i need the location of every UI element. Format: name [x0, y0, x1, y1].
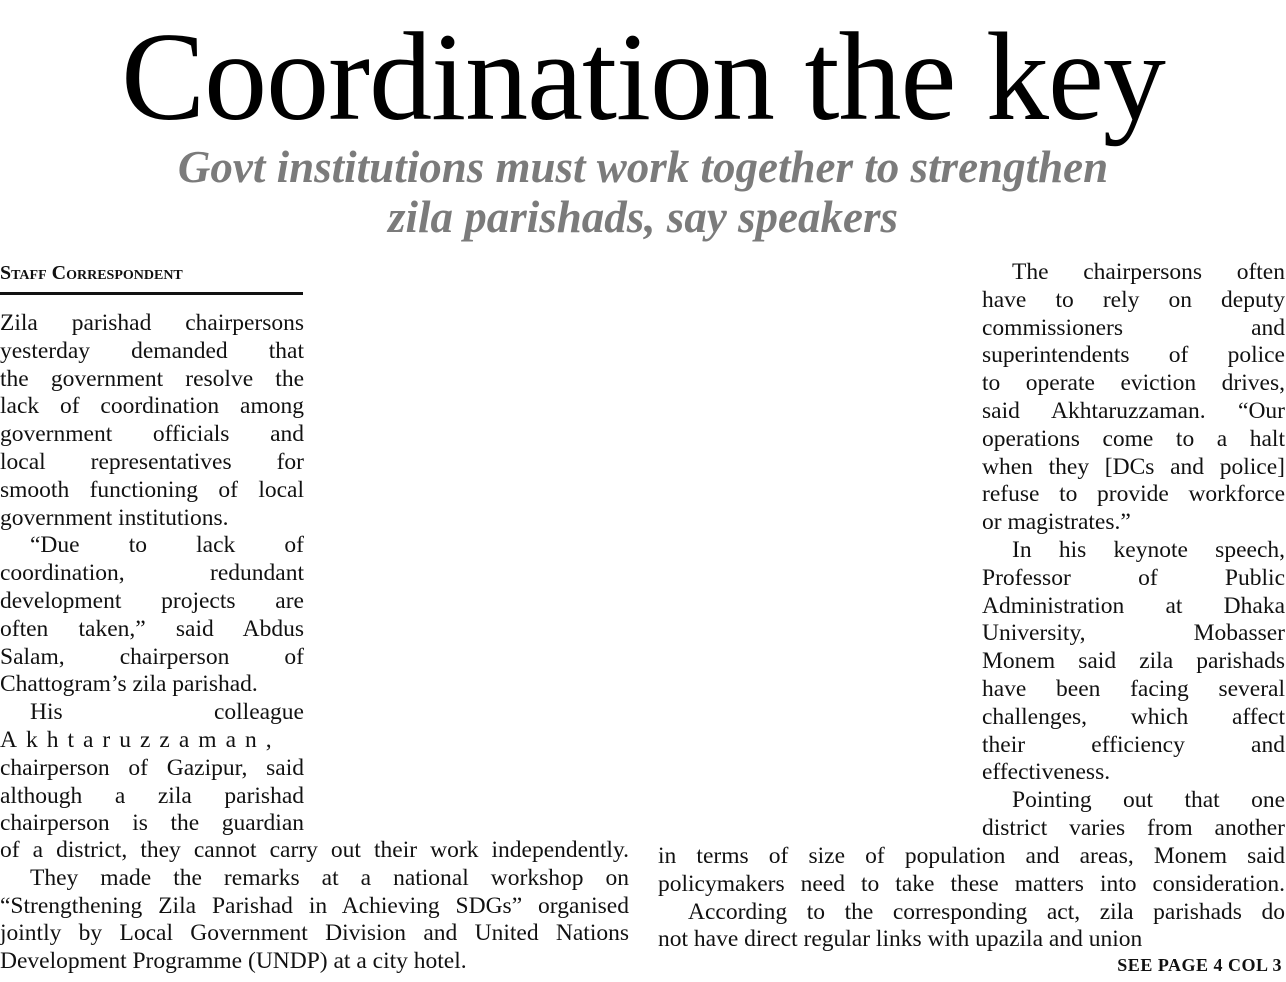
body-line: Development Programme (UNDP) at a city hotel. — [0, 948, 467, 975]
body-line: Administration at Dhaka — [982, 592, 1285, 619]
continuation-jump-line: SEE PAGE 4 COL 3 — [1117, 955, 1282, 975]
body-line: or magistrates.” — [982, 509, 1131, 536]
body-line: government institutions. — [0, 504, 229, 531]
body-line: challenges, which affect — [982, 703, 1285, 730]
body-line: yesterday demanded that — [0, 337, 304, 364]
body-line: to operate eviction drives, — [982, 370, 1285, 397]
body-line: smooth functioning of local — [0, 476, 304, 503]
body-line: Professor of Public — [982, 564, 1285, 591]
body-line: not have direct regular links with upazila and union — [658, 926, 1143, 953]
body-line: chairperson of Gazipur, said — [0, 754, 304, 781]
body-line: superintendents of police — [982, 342, 1285, 369]
body-line: Akhtaruzzaman, — [0, 726, 281, 753]
article-column-left — [0, 310, 304, 838]
body-line: have been facing several — [982, 675, 1285, 702]
body-line: their efficiency and — [982, 731, 1285, 758]
body-line: local representatives for — [0, 448, 304, 475]
body-line: policymakers need to take these matters into consideration. — [658, 870, 1285, 897]
body-line: Chattogram’s zila parishad. — [0, 671, 258, 698]
body-line: of a district, they cannot carry out their work independently. — [0, 837, 629, 863]
body-line: The chairpersons often — [1012, 259, 1285, 285]
subheadline-line-1: Govt institutions must work together to strengthen — [177, 142, 1109, 192]
body-line: the government resolve the — [0, 365, 304, 392]
body-line: His colleague — [30, 699, 304, 726]
body-line: chairperson is the guardian — [0, 810, 304, 837]
subheadline-line-2: zila parishads, say speakers — [387, 192, 899, 242]
body-line: “Due to lack of — [30, 532, 304, 559]
body-line: Zila parishad chairpersons — [0, 310, 304, 336]
body-line: district varies from another — [982, 814, 1285, 841]
body-line: University, Mobasser — [982, 620, 1285, 647]
body-line: commissioners and — [982, 314, 1285, 341]
body-line: when they [DCs and police] — [982, 453, 1285, 480]
body-line: development projects are — [0, 587, 304, 614]
body-line: Monem said zila parishads — [982, 648, 1285, 675]
body-line: In his keynote speech, — [1012, 536, 1285, 563]
body-line: Salam, chairperson of — [0, 643, 304, 670]
body-line: refuse to provide workforce — [982, 481, 1285, 508]
body-line: operations come to a halt — [982, 425, 1285, 452]
body-line: “Strengthening Zila Parishad in Achieving SDGs” organised — [0, 892, 629, 919]
body-line: jointly by Local Government Division and United Nations — [0, 920, 629, 947]
body-line: government officials and — [0, 421, 304, 448]
headline: Coordination the key — [121, 8, 1165, 147]
article-wide-block-left — [0, 837, 629, 976]
body-line: They made the remarks at a national workshop on — [30, 864, 629, 891]
body-line: coordination, redundant — [0, 560, 304, 587]
body-line: said Akhtaruzzaman. “Our — [982, 397, 1285, 424]
body-line: have to rely on deputy — [982, 286, 1285, 313]
byline: Staff Correspondent — [0, 259, 303, 295]
body-line: Pointing out that one — [1012, 787, 1285, 814]
body-line: in terms of size of population and areas, Monem said — [658, 843, 1285, 869]
body-line: although a zila parishad — [0, 782, 304, 809]
body-line: often taken,” said Abdus — [0, 615, 304, 642]
body-line: lack of coordination among — [0, 393, 304, 420]
body-line: effectiveness. — [982, 759, 1111, 786]
body-line: According to the corresponding act, zila parishads do — [688, 898, 1285, 925]
article-wide-block-right — [658, 843, 1285, 954]
article-column-right — [982, 259, 1285, 843]
